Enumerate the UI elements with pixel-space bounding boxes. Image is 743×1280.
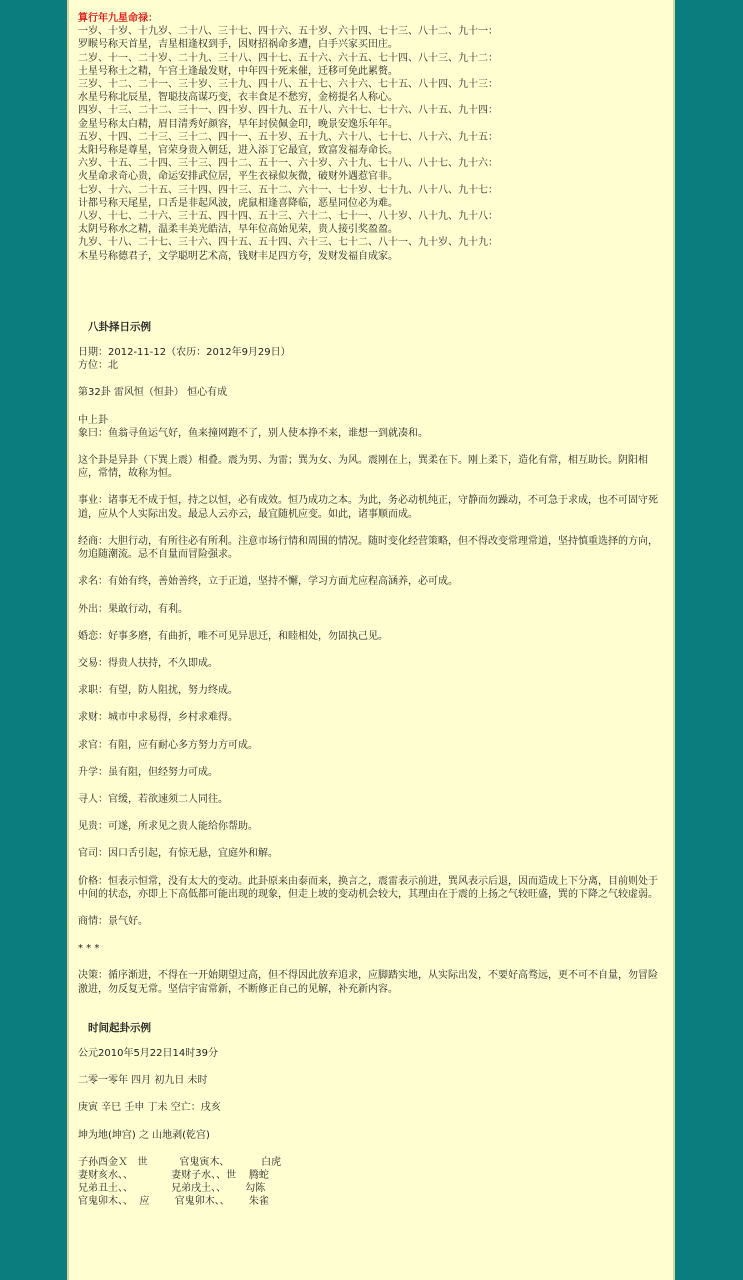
lawsuit-text: 官司：因口舌引起，有惊无悬，宜庭外和解。: [78, 848, 278, 860]
career-text: 事业：诸事无不成于恒，持之以恒，必有成效。恒乃成功之本。为此，务必动机纯正，守静而勿躁动，不可急于求成，也不可固守死道，应从个人实际出发。最忌人云亦云，最宜随机应变。如此，诸事顺而成。: [78, 495, 658, 520]
yao-table: [78, 1156, 663, 1209]
yao-line: 妻财亥水、、 妻财子水、、世 腾蛇: [78, 1169, 269, 1181]
yao-line: 子孙酉金Ｘ 世 官鬼寅木、 白虎: [78, 1156, 282, 1168]
yao-line: 兄弟丑土、、 兄弟戌土、、 勾陈: [78, 1183, 266, 1195]
gua-pair: 坤为地(坤宫) 之 山地剥(乾宫): [78, 1129, 210, 1141]
travel-text: 外出：果敢行动，有利。: [78, 603, 188, 615]
official-text: 求官：有阻，应有耐心多方努力方可成。: [78, 739, 258, 751]
bagua-title: 八卦择日示例: [88, 320, 151, 333]
fate-line: 木星号称德君子，文学聪明艺术高，钱财丰足四方夸，发财发福自成家。: [78, 250, 398, 262]
document-page: [67, 0, 675, 1280]
fate-line: 八岁、十七、二十六、三十五、四十四、五十三、六十二、七十一、八十岁、八十九、九十八：: [78, 211, 498, 223]
fame-text: 求名：有始有终，善始善终，立于正道，坚持不懈，学习方面尤应程高涵养，必可成。: [78, 576, 458, 588]
fate-line: 水星号称北辰星，智聪技高谋巧变，衣丰食足不愁穷，金榜提名人称心。: [78, 92, 398, 104]
fate-line: 五岁、十四、二十三、三十二、四十一、五十岁、五十九、六十八、七十七、八十六、九十五：: [78, 131, 498, 143]
ganzhi-text: 庚寅 辛巳 壬申 丁未 空亡：戌亥: [78, 1102, 221, 1114]
marriage-text: 婚恋：好事多磨，有曲折，唯不可见异思迁，和睦相处，勿固执己见。: [78, 630, 388, 642]
bagua-section: [78, 321, 663, 996]
yao-line: 官鬼卯木、、 应 官鬼卯木、、 朱雀: [78, 1196, 269, 1208]
bagua-direction: 方位：北: [78, 360, 118, 372]
fate-title: 算行年九星命禄：: [78, 13, 158, 24]
fate-section: [78, 12, 663, 263]
gongyuan-time: 公元2010年5月22日14时39分: [78, 1047, 218, 1059]
price-text: 价格：恒表示恒常，没有太大的变动。此卦原来由泰而来，换言之，震雷表示前进，巽风表示后退，因而造成上下分离，目前则处于中间的状态，亦即上下高低都可能出现的现象，但走上坡的变动机会较大，其理由在于震的上扬之气较旺盛，巽的下降之气较虚弱。: [78, 875, 658, 900]
gua-name: 第32卦 雷风恒（恒卦） 恒心有成: [78, 387, 228, 399]
gua-xiang: 象曰：鱼翁寻鱼运气好，鱼来撞网跑不了，别人使本挣不来，谁想一到就凑和。: [78, 427, 428, 439]
seek-text: 寻人：官缓，若欲速须二人同往。: [78, 793, 228, 805]
fate-line: 七岁、十六、二十五、三十四、四十三、五十二、六十一、七十岁、七十九、八十八、九十七：: [78, 184, 498, 196]
fate-line: 太阳号称是尊星，官荣身贵入朝廷，进入添丁它最宜，致富发福寿命长。: [78, 145, 398, 157]
fate-line: 四岁、十三、二十二、三十一、四十岁、四十九、五十八、六十七、七十六、八十五、九十四：: [78, 105, 498, 117]
meet-text: 见贵：可遂，所求见之贵人能给你帮助。: [78, 821, 258, 833]
fate-line: 计都号称天尾星，口舌是非起风波，虎鼠相逢喜降临，恶星同位必为难。: [78, 197, 398, 209]
promotion-text: 升学：虽有阻，但经努力可成。: [78, 766, 218, 778]
fate-line: 罗睺号称天首星，吉星相逢权到手，因财招祸命多遭，白手兴家买田庄。: [78, 39, 398, 51]
gua-grade: 中上卦: [78, 414, 108, 426]
fate-line: 火星命求奇心贵，命运安排武位居，平生衣禄似灰微，破财外遇惹官非。: [78, 171, 398, 183]
fate-line: 太阴号称水之精，温柔丰美光皓洁，早年位高始见荣，贵人接引奖盈盈。: [78, 224, 398, 236]
business-text: 经商：大胆行动，有所往必有所利。注意市场行情和周围的情况。随时变化经营策略，但不得改变常理常道，坚持慎重选择的方向，勿追随潮流。忌不自量而冒险强求。: [78, 535, 658, 561]
separator-stars: * * *: [78, 943, 100, 955]
lunar-time: 二零一零年 四月 初九日 未时: [78, 1075, 208, 1087]
fate-lines: [78, 25, 663, 263]
fate-line: 九岁、十八、二十七、三十六、四十五、五十四、六十三、七十二、八十一、九十岁、九十九：: [78, 237, 498, 249]
gua-description: 这个卦是异卦（下巽上震）相叠。震为男、为雷；巽为女、为风。震刚在上，巽柔在下。刚上柔下，造化有常，相互助长。阴阳相应，常情，故称为恒。: [78, 455, 648, 480]
trade-text: 交易：得贵人扶持，不久即成。: [78, 657, 218, 669]
decision-text: 决策：循序渐进，不得在一开始期望过高，但不得因此放弃追求，应脚踏实地，从实际出发，不要好高骛远，更不可不自量，勿冒险激进，勿反复无常。坚信宇宙常新，不断修正自己的见解，补充新内容。: [78, 970, 658, 995]
shijian-title: 时间起卦示例: [88, 1021, 151, 1034]
fate-line: 一岁、十岁、十九岁、二十八、三十七、四十六、五十岁、六十四、七十三、八十二、九十一：: [78, 26, 498, 38]
job-text: 求职：有望，防人阻扰，努力终成。: [78, 685, 238, 697]
shijian-section: [78, 1022, 663, 1209]
fate-line: 六岁、十五、二十四、三十三、四十二、五十一、六十岁、六十九、七十八、八十七、九十六：: [78, 158, 498, 170]
fate-line: 二岁、十一、二十岁、二十九、三十八、四十七、五十六、六十五、七十四、八十三、九十二：: [78, 52, 498, 64]
fate-line: 土星号称土之精，午宫土逢最发财，中年四十死来催，迁移可免此累赘。: [78, 65, 398, 77]
wealth-text: 求财：城市中求易得，乡村求难得。: [78, 712, 238, 724]
fate-line: 三岁、十二、二十一、三十岁、三十九、四十八、五十七、六十六、七十五、八十四、九十三：: [78, 79, 498, 91]
trend-text: 商情：景气好。: [78, 915, 148, 927]
fate-line: 金星号称太白精，眉目清秀好颜容，早年封侯佩金印，晚景安逸乐年年。: [78, 118, 398, 130]
bagua-date: 日期：2012-11-12（农历：2012年9月29日）: [78, 347, 291, 359]
